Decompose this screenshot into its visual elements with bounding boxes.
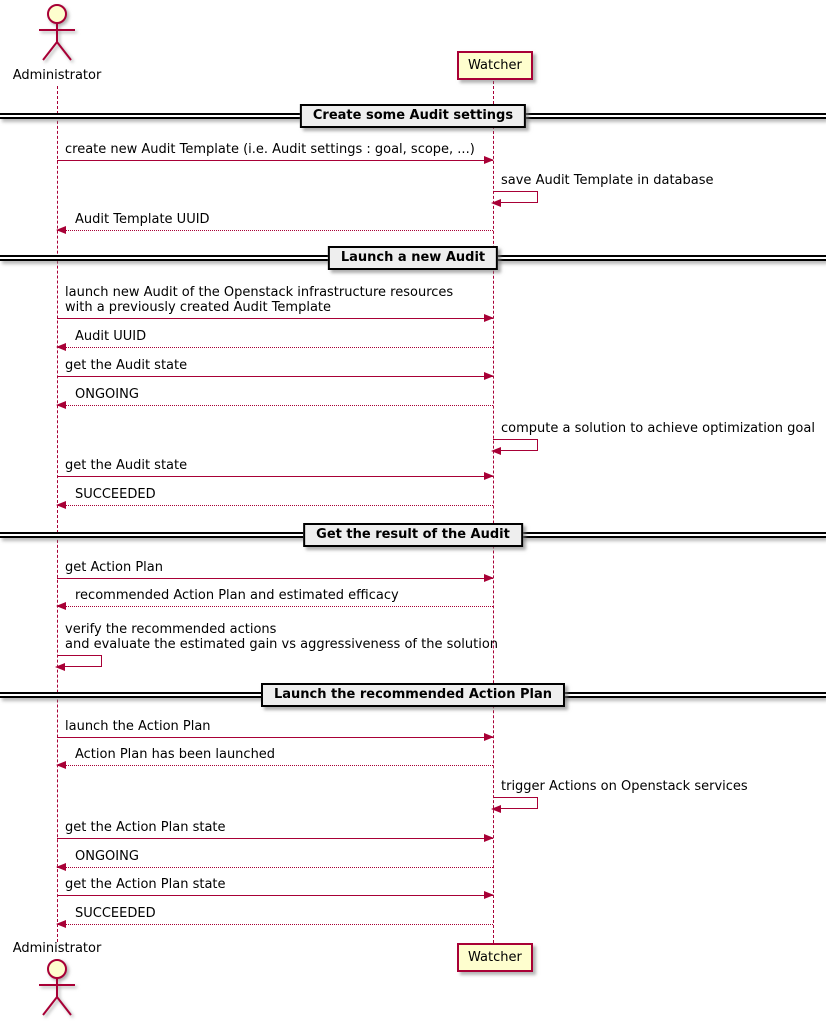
- divider-label: Launch a new Audit: [328, 246, 498, 270]
- request-message-arrow: [57, 160, 493, 161]
- return-message-arrow: [57, 505, 493, 506]
- message-label: launch new Audit of the Openstack infrastructure resources with a previously created Audit Template: [65, 285, 454, 315]
- arrowhead-icon: [484, 834, 494, 842]
- return-message-arrow: [57, 347, 493, 348]
- message-label: create new Audit Template (i.e. Audit settings : goal, scope, ...): [65, 142, 475, 157]
- divider-launch-new-audit: [0, 250, 826, 265]
- message-label: SUCCEEDED: [75, 906, 156, 921]
- administrator-actor-icon: [31, 958, 83, 1018]
- arrowhead-icon: [56, 501, 66, 509]
- arrowhead-icon: [56, 343, 66, 351]
- arrowhead-icon: [56, 226, 66, 234]
- divider-label: Launch the recommended Action Plan: [261, 683, 565, 707]
- administrator-actor-icon: [31, 3, 83, 63]
- message-label: get the Audit state: [65, 458, 188, 473]
- divider-label: Get the result of the Audit: [303, 523, 523, 547]
- arrowhead-icon: [491, 199, 501, 207]
- arrowhead-icon: [56, 602, 66, 610]
- arrowhead-icon: [56, 863, 66, 871]
- divider-get-result-audit: [0, 527, 826, 542]
- administrator-label-top: Administrator: [12, 68, 102, 83]
- arrowhead-icon: [484, 156, 494, 164]
- arrowhead-icon: [56, 761, 66, 769]
- message-label: Audit Template UUID: [75, 212, 210, 227]
- divider-launch-action-plan: [0, 687, 826, 702]
- admin-lifeline: [57, 86, 58, 942]
- divider-label: Create some Audit settings: [300, 104, 526, 128]
- arrowhead-icon: [484, 314, 494, 322]
- arrowhead-icon: [491, 805, 501, 813]
- arrowhead-icon: [491, 447, 501, 455]
- request-message-arrow: [57, 476, 493, 477]
- watcher-lifeline: [493, 81, 494, 943]
- self-message-arrow: [493, 797, 538, 809]
- return-message-arrow: [57, 405, 493, 406]
- message-label: save Audit Template in database: [501, 173, 714, 188]
- self-message-arrow: [493, 439, 538, 451]
- watcher-participant-top: Watcher: [457, 51, 533, 80]
- arrowhead-icon: [56, 920, 66, 928]
- message-label: ONGOING: [75, 849, 139, 864]
- request-message-arrow: [57, 318, 493, 319]
- message-label: Action Plan has been launched: [75, 747, 276, 762]
- message-label: get Action Plan: [65, 560, 163, 575]
- arrowhead-icon: [484, 472, 494, 480]
- watcher-participant-bottom: Watcher: [457, 943, 533, 972]
- message-label: Audit UUID: [75, 329, 147, 344]
- message-label: get the Audit state: [65, 358, 188, 373]
- message-label: launch the Action Plan: [65, 719, 211, 734]
- message-label: get the Action Plan state: [65, 877, 226, 892]
- message-label: verify the recommended actions and evaluate the estimated gain vs aggressiveness of the solution: [65, 622, 499, 652]
- request-message-arrow: [57, 895, 493, 896]
- request-message-arrow: [57, 376, 493, 377]
- message-label: get the Action Plan state: [65, 820, 226, 835]
- self-message-arrow: [57, 655, 102, 667]
- administrator-label-bottom: Administrator: [12, 941, 102, 956]
- arrowhead-icon: [484, 891, 494, 899]
- divider-create-audit-settings: [0, 108, 826, 123]
- return-message-arrow: [57, 606, 493, 607]
- request-message-arrow: [57, 737, 493, 738]
- arrowhead-icon: [56, 401, 66, 409]
- message-label: trigger Actions on Openstack services: [501, 779, 748, 794]
- request-message-arrow: [57, 838, 493, 839]
- message-label: recommended Action Plan and estimated efficacy: [75, 588, 399, 603]
- request-message-arrow: [57, 578, 493, 579]
- self-message-arrow: [493, 191, 538, 203]
- return-message-arrow: [57, 230, 493, 231]
- arrowhead-icon: [55, 663, 65, 671]
- return-message-arrow: [57, 765, 493, 766]
- return-message-arrow: [57, 867, 493, 868]
- message-label: SUCCEEDED: [75, 487, 156, 502]
- arrowhead-icon: [484, 574, 494, 582]
- message-label: ONGOING: [75, 387, 139, 402]
- return-message-arrow: [57, 924, 493, 925]
- message-label: compute a solution to achieve optimization goal: [501, 421, 815, 436]
- arrowhead-icon: [484, 372, 494, 380]
- arrowhead-icon: [484, 733, 494, 741]
